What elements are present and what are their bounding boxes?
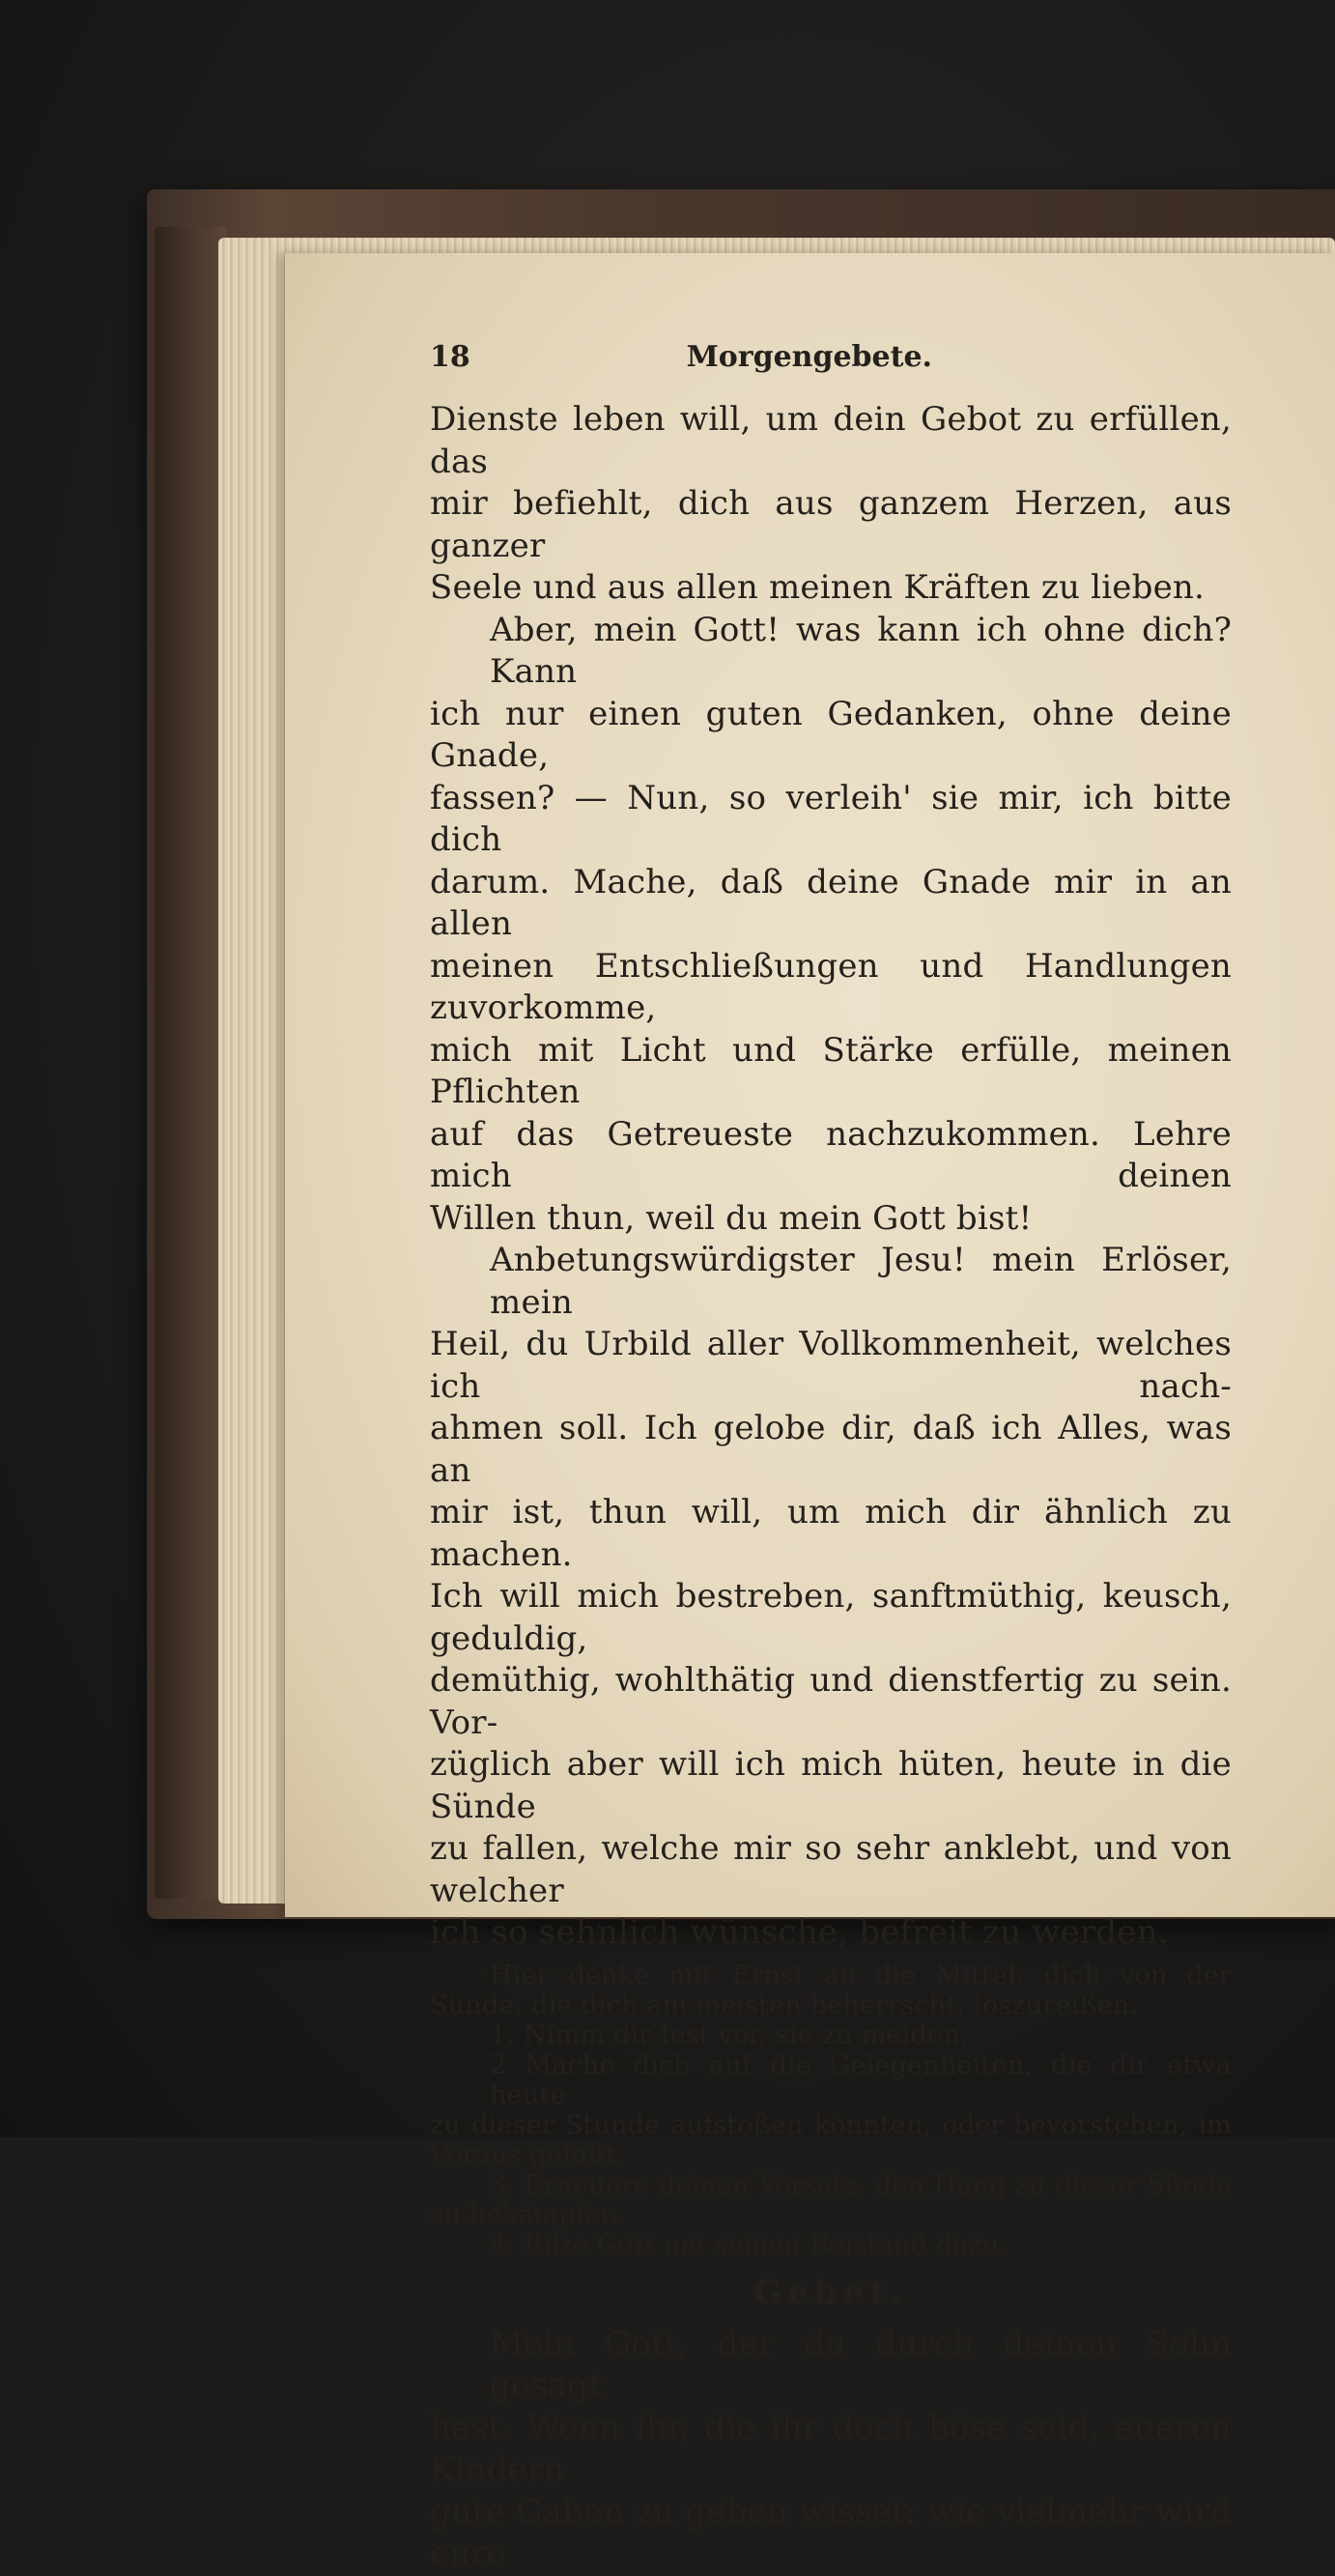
- text-line: gute Gaben zu geben wisset: wie vielmehr wird eure: [430, 2492, 1232, 2573]
- text-line: fassen? — Nun, so verleih' sie mir, ich bitte dich: [430, 778, 1232, 859]
- running-head: [430, 340, 932, 374]
- book-binding: [155, 227, 227, 1899]
- text-line: hast: Wenn ihr, die ihr doch böse seid, eueren Kindern: [430, 2408, 1232, 2489]
- instruction-line: zu bekämpfen.: [430, 2199, 627, 2230]
- body-paragraph-2: [430, 610, 1232, 1241]
- text-line: mir ist, thun will, um mich dir ähnlich zu machen.: [430, 1493, 1232, 1574]
- page-number: 18: [430, 340, 470, 374]
- text-line: meinen Entschließungen und Handlungen zuvorkomme,: [430, 946, 1232, 1027]
- text-line: zu fallen, welche mir so sehr anklebt, und von welcher: [430, 1829, 1232, 1910]
- text-line: Willen thun, weil du mein Gott bist!: [430, 1198, 1033, 1238]
- text-line: mich mit Licht und Stärke erfülle, meinen Pflichten: [430, 1030, 1232, 1111]
- instruction-line: 2 Mache dich auf die Gelegenheiten, die dir etwa heute: [490, 2049, 1232, 2110]
- text-line: mir befiehlt, dich aus ganzem Herzen, aus ganzer: [430, 484, 1232, 565]
- text-line: Heil, du Urbild aller Vollkommenheit, welches ich nach-: [430, 1325, 1232, 1406]
- text-line: darum. Mache, daß deine Gnade mir in an allen: [430, 862, 1232, 943]
- page-text: [430, 340, 1232, 2576]
- text-line: ahmen soll. Ich gelobe dir, daß ich Alles, was an: [430, 1409, 1232, 1490]
- instruction-line: 3. Erneuere deinen Vorsatz, den Hang zu dieser Sünde: [490, 2169, 1232, 2200]
- instruction-line: zu dieser Stunde aufstoßen könnten, oder bevorstehen, im: [430, 2109, 1232, 2140]
- text-line: ich so sehnlich wünsche, befreit zu werden.: [430, 1913, 1169, 1952]
- section-heading: Gebet.: [753, 2273, 908, 2312]
- text-line: Mein Gott, der du durch deinen Sohn gesagt: [490, 2324, 1232, 2405]
- running-title: Morgengebete.: [686, 340, 932, 374]
- text-line: Aber, mein Gott! was kann ich ohne dich? Kann: [490, 610, 1232, 691]
- instruction-line: Hier denke mit Ernst an die Mittel, dich von der: [490, 1960, 1232, 1990]
- text-line: Dienste leben will, um dein Gebot zu erfüllen, das: [430, 400, 1232, 481]
- text-line: Anbetungswürdigster Jesu! mein Erlöser, mein: [490, 1241, 1232, 1322]
- text-line: Ich will mich bestreben, sanftmüthig, keusch, geduldig,: [430, 1577, 1232, 1658]
- instruction-line: 4. Bitte Gott um seinen Beistand dazu.: [490, 2229, 1008, 2260]
- text-line: demüthig, wohlthätig und dienstfertig zu sein. Vor-: [430, 1661, 1232, 1742]
- instruction-line: Sünde, die dich am meisten beherrscht, loszureißen.: [430, 1989, 1139, 2020]
- text-line: ich nur einen guten Gedanken, ohne deine Gnade,: [430, 694, 1232, 775]
- instruction-block: [430, 1961, 1232, 2260]
- instruction-line: Voraus gefaßt.: [430, 2139, 625, 2170]
- instruction-line: 1. Nimm dir fest vor, sie zu meiden.: [490, 2019, 969, 2050]
- text-line: Seele und aus allen meinen Kräften zu lieben.: [430, 568, 1206, 607]
- body-paragraph-1: [430, 399, 1232, 610]
- text-line: züglich aber will ich mich hüten, heute in die Sünde: [430, 1745, 1232, 1826]
- text-line: auf das Getreueste nachzukommen. Lehre mich deinen: [430, 1114, 1232, 1195]
- body-paragraph-3: [430, 1240, 1232, 1955]
- prayer-paragraph: [430, 2324, 1232, 2576]
